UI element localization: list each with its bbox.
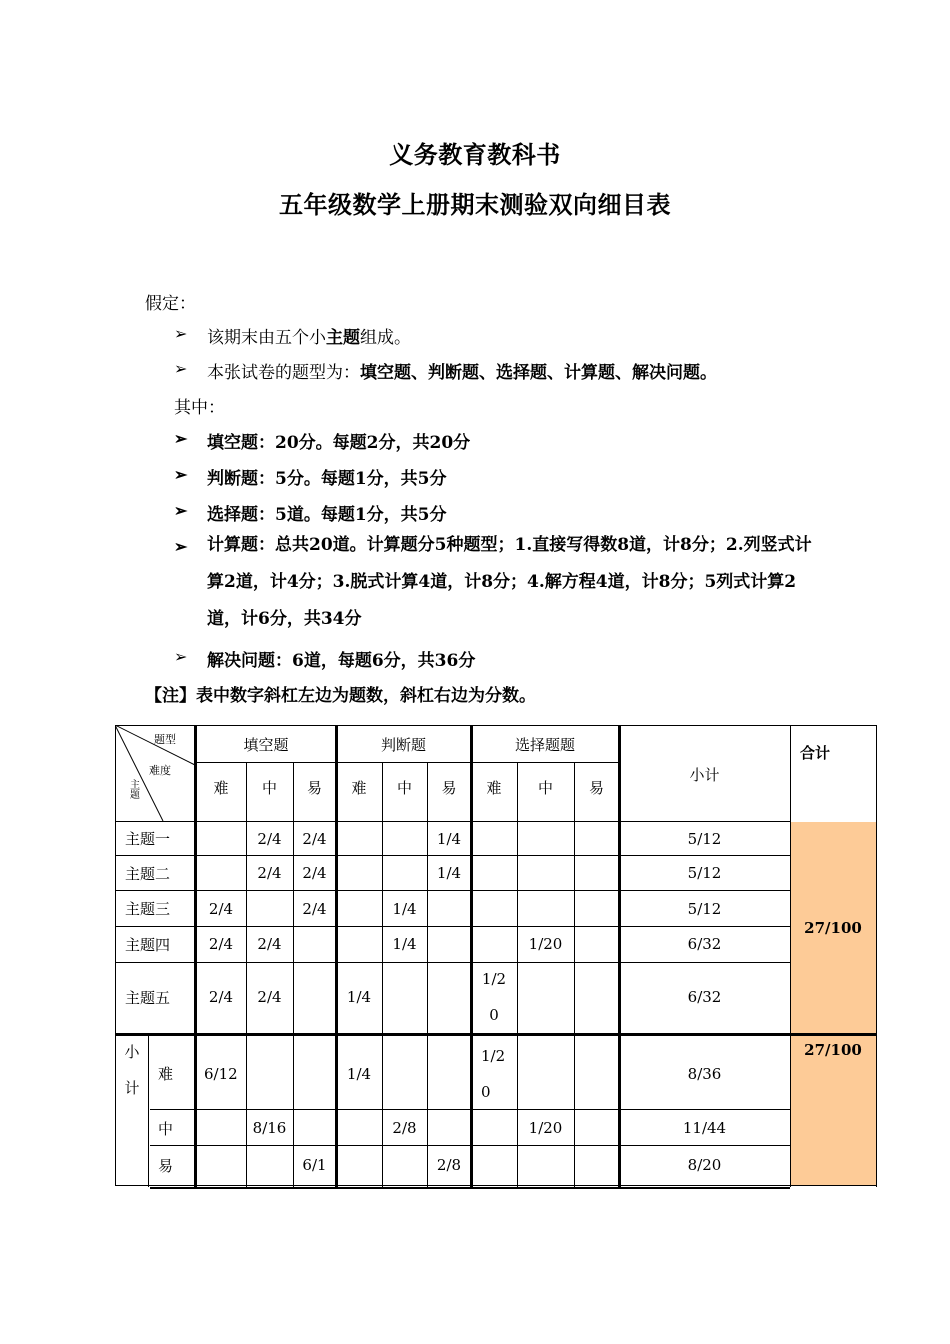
table-cell: 2/4 — [208, 899, 234, 918]
grid-line — [196, 762, 619, 763]
difficulty-row-label: 难 — [158, 1065, 174, 1083]
difficulty-label: 中 — [396, 778, 412, 797]
table-cell: 2/4 — [302, 864, 327, 882]
table-cell: 6/1 — [302, 1156, 327, 1174]
table-cell — [336, 1146, 382, 1184]
table-cell — [196, 1110, 246, 1146]
corner-topic-label: 主题 — [127, 779, 139, 799]
difficulty-label: 中 — [537, 778, 553, 797]
bullet-arrow-icon: ➢ — [174, 647, 188, 666]
subtotal-side-label-2: 计 — [124, 1078, 140, 1097]
group-judge-header: 判断题 — [380, 735, 426, 754]
cell-part: 1/2 — [481, 1046, 506, 1065]
table-cell — [336, 822, 382, 855]
corner-type-label: 题型 — [154, 733, 176, 746]
table-cell: 1/4 — [436, 829, 462, 848]
bullet-arrow-icon: ➢ — [174, 429, 188, 448]
table-cell: 1/20 — [528, 1119, 563, 1137]
difficulty-label: 易 — [441, 778, 457, 797]
table-cell — [196, 822, 246, 855]
cell-part: 0 — [489, 1006, 499, 1024]
table-cell — [293, 926, 336, 962]
total-header: 合计 — [799, 743, 830, 762]
total-top-value: 27/100 — [804, 919, 862, 937]
topic-label: 主题三 — [125, 900, 171, 918]
bullet-arrow-icon: ➢ — [174, 465, 188, 484]
bullet-arrow-icon: ➢ — [174, 501, 188, 520]
table-cell — [382, 855, 427, 891]
table-cell: 6/12 — [204, 1064, 238, 1083]
table-cell — [517, 1037, 574, 1110]
table-cell — [517, 855, 574, 891]
table-cell — [293, 962, 336, 1032]
bullet-arrow-icon: ➢ — [174, 324, 188, 343]
table-cell — [517, 822, 574, 855]
table-cell: 2/4 — [257, 988, 282, 1006]
grid-line — [574, 762, 575, 1187]
table-cell — [336, 926, 382, 962]
table-cell — [471, 962, 517, 1032]
table-cell — [427, 891, 471, 926]
table-cell — [427, 962, 471, 1032]
difficulty-label: 易 — [588, 778, 604, 797]
table-cell: 1/4 — [392, 899, 417, 918]
grid-line — [194, 725, 197, 1036]
grid-line — [194, 1036, 197, 1187]
grid-line — [115, 725, 116, 1186]
topic-label: 主题二 — [125, 864, 171, 883]
table-cell: 2/4 — [208, 988, 234, 1006]
bullet-arrow-icon: ➢ — [174, 359, 188, 378]
title-line-2: 五年级数学上册期末测验双向细目表 — [279, 191, 671, 219]
cell-part: 1/2 — [481, 970, 507, 988]
table-cell: 2/4 — [257, 829, 282, 848]
grid-line — [115, 725, 876, 726]
grid-line — [517, 762, 518, 1187]
table-cell — [471, 1110, 517, 1146]
table-cell: 1/20 — [528, 935, 563, 953]
table-cell — [427, 926, 471, 962]
table-cell — [574, 1110, 619, 1146]
topic-label: 主题五 — [125, 988, 171, 1007]
group-fill-header: 填空题 — [243, 735, 289, 754]
grid-line — [115, 1033, 876, 1036]
total-bottom-value: 27/100 — [804, 1041, 862, 1059]
difficulty-label: 难 — [213, 778, 229, 797]
grid-line — [335, 725, 338, 1187]
table-cell — [246, 1146, 293, 1184]
difficulty-label: 中 — [261, 778, 277, 797]
difficulty-row-label: 易 — [158, 1156, 174, 1175]
table-cell: 1/4 — [392, 935, 417, 953]
group-choice-header: 选择题题 — [514, 735, 575, 754]
table-cell — [293, 1110, 336, 1146]
table-cell — [471, 855, 517, 891]
difficulty-row-label: 中 — [158, 1119, 174, 1138]
table-cell — [574, 1037, 619, 1110]
table-cell: 1/4 — [436, 864, 462, 882]
table-cell — [574, 855, 619, 891]
table-cell — [471, 891, 517, 926]
subtotal-cell: 5/12 — [687, 864, 722, 882]
grid-line — [790, 1185, 876, 1186]
bullet-choice: 选择题：5道。每题1分，共5分 — [207, 505, 447, 525]
table-cell: 2/4 — [208, 935, 234, 953]
table-cell — [293, 1037, 336, 1110]
table-cell: 2/8 — [436, 1156, 462, 1174]
table-cell: 2/8 — [392, 1119, 417, 1137]
subtotal-cell: 8/20 — [687, 1156, 722, 1174]
table-cell — [574, 891, 619, 926]
table-cell — [196, 855, 246, 891]
table-cell — [382, 822, 427, 855]
table-cell: 8/16 — [252, 1119, 287, 1137]
table-cell — [246, 891, 293, 926]
grid-line — [382, 762, 383, 1187]
table-cell — [382, 1037, 427, 1110]
table-cell — [196, 1146, 246, 1184]
difficulty-label: 易 — [306, 778, 322, 797]
table-cell: 2/4 — [257, 935, 282, 953]
subtotal-cell: 5/12 — [687, 899, 722, 918]
table-cell: 2/4 — [302, 829, 327, 848]
table-cell — [246, 1037, 293, 1110]
table-cell — [427, 1037, 471, 1110]
bullet-fill: 填空题：20分。每题2分，共20分 — [207, 433, 471, 453]
grid-line — [427, 762, 428, 1187]
table-cell — [574, 962, 619, 1032]
grid-line — [115, 1185, 790, 1186]
grid-line — [876, 725, 877, 1187]
grid-line — [470, 725, 473, 1187]
topic-label: 主题四 — [125, 935, 171, 954]
grid-line — [115, 926, 790, 927]
subtotal-cell: 11/44 — [682, 1119, 727, 1137]
subtotal-cell: 8/36 — [687, 1064, 722, 1083]
title-line-1: 义务教育教科书 — [389, 141, 561, 169]
table-cell — [517, 891, 574, 926]
bullet-judge: 判断题：5分。每题1分，共5分 — [207, 469, 447, 489]
cell-part: 0 — [481, 1082, 491, 1101]
table-cell — [382, 1146, 427, 1184]
table-cell — [574, 1146, 619, 1184]
subtotal-side-label-1: 小 — [124, 1042, 140, 1061]
assume-label: 假定： — [145, 294, 196, 314]
grid-line — [115, 962, 790, 963]
table-cell: 2/4 — [257, 864, 282, 882]
grid-line — [115, 855, 790, 856]
table-cell — [517, 962, 574, 1032]
table-cell — [336, 891, 382, 926]
subtotal-cell: 6/32 — [687, 935, 722, 953]
grid-line — [293, 762, 294, 1187]
table-cell — [574, 926, 619, 962]
topic-label: 主题一 — [125, 830, 171, 848]
among-label: 其中： — [174, 398, 225, 418]
grid-line — [246, 762, 247, 1187]
bullet-arrow-icon: ➢ — [174, 537, 188, 556]
table-cell — [382, 962, 427, 1032]
grid-line — [790, 725, 791, 1187]
table-cell — [336, 855, 382, 891]
bullet-calc: 计算题：总共20道。计算题分5种题型；1.直接写得数8道，计8分；2.列竖式计算2道，计4分；3.脱式计算4道，计8分；4.解方程4道，计8分；5列式计算2道，计6分，共34分 — [207, 535, 812, 629]
grid-line — [115, 890, 790, 891]
grid-line — [618, 725, 621, 1187]
bullet-1: 该期末由五个小主题组成。 — [207, 328, 411, 348]
grid-line — [150, 1187, 790, 1189]
table-cell — [471, 1146, 517, 1184]
table-cell — [336, 1110, 382, 1146]
grid-line — [148, 1036, 149, 1187]
table-cell — [471, 822, 517, 855]
difficulty-label: 难 — [351, 778, 367, 797]
table-cell: 2/4 — [302, 899, 327, 918]
subtotal-header: 小计 — [689, 765, 720, 784]
difficulty-label: 难 — [486, 778, 502, 797]
bullet-2: 本张试卷的题型为：填空题、判断题、选择题、计算题、解决问题。 — [207, 363, 717, 383]
table-cell: 1/4 — [346, 1064, 372, 1083]
table-cell — [574, 822, 619, 855]
table-cell: 1/4 — [346, 988, 372, 1006]
subtotal-cell: 6/32 — [687, 988, 722, 1006]
bullet-solve: 解决问题：6道，每题6分，共36分 — [207, 651, 476, 671]
subtotal-cell: 5/12 — [687, 829, 722, 848]
note: 【注】表中数字斜杠左边为题数，斜杠右边为分数。 — [145, 686, 536, 706]
grid-line — [115, 821, 790, 822]
table-cell — [471, 926, 517, 962]
corner-diff-label: 难度 — [149, 764, 171, 777]
table-cell — [517, 1146, 574, 1184]
table-cell — [427, 1110, 471, 1146]
